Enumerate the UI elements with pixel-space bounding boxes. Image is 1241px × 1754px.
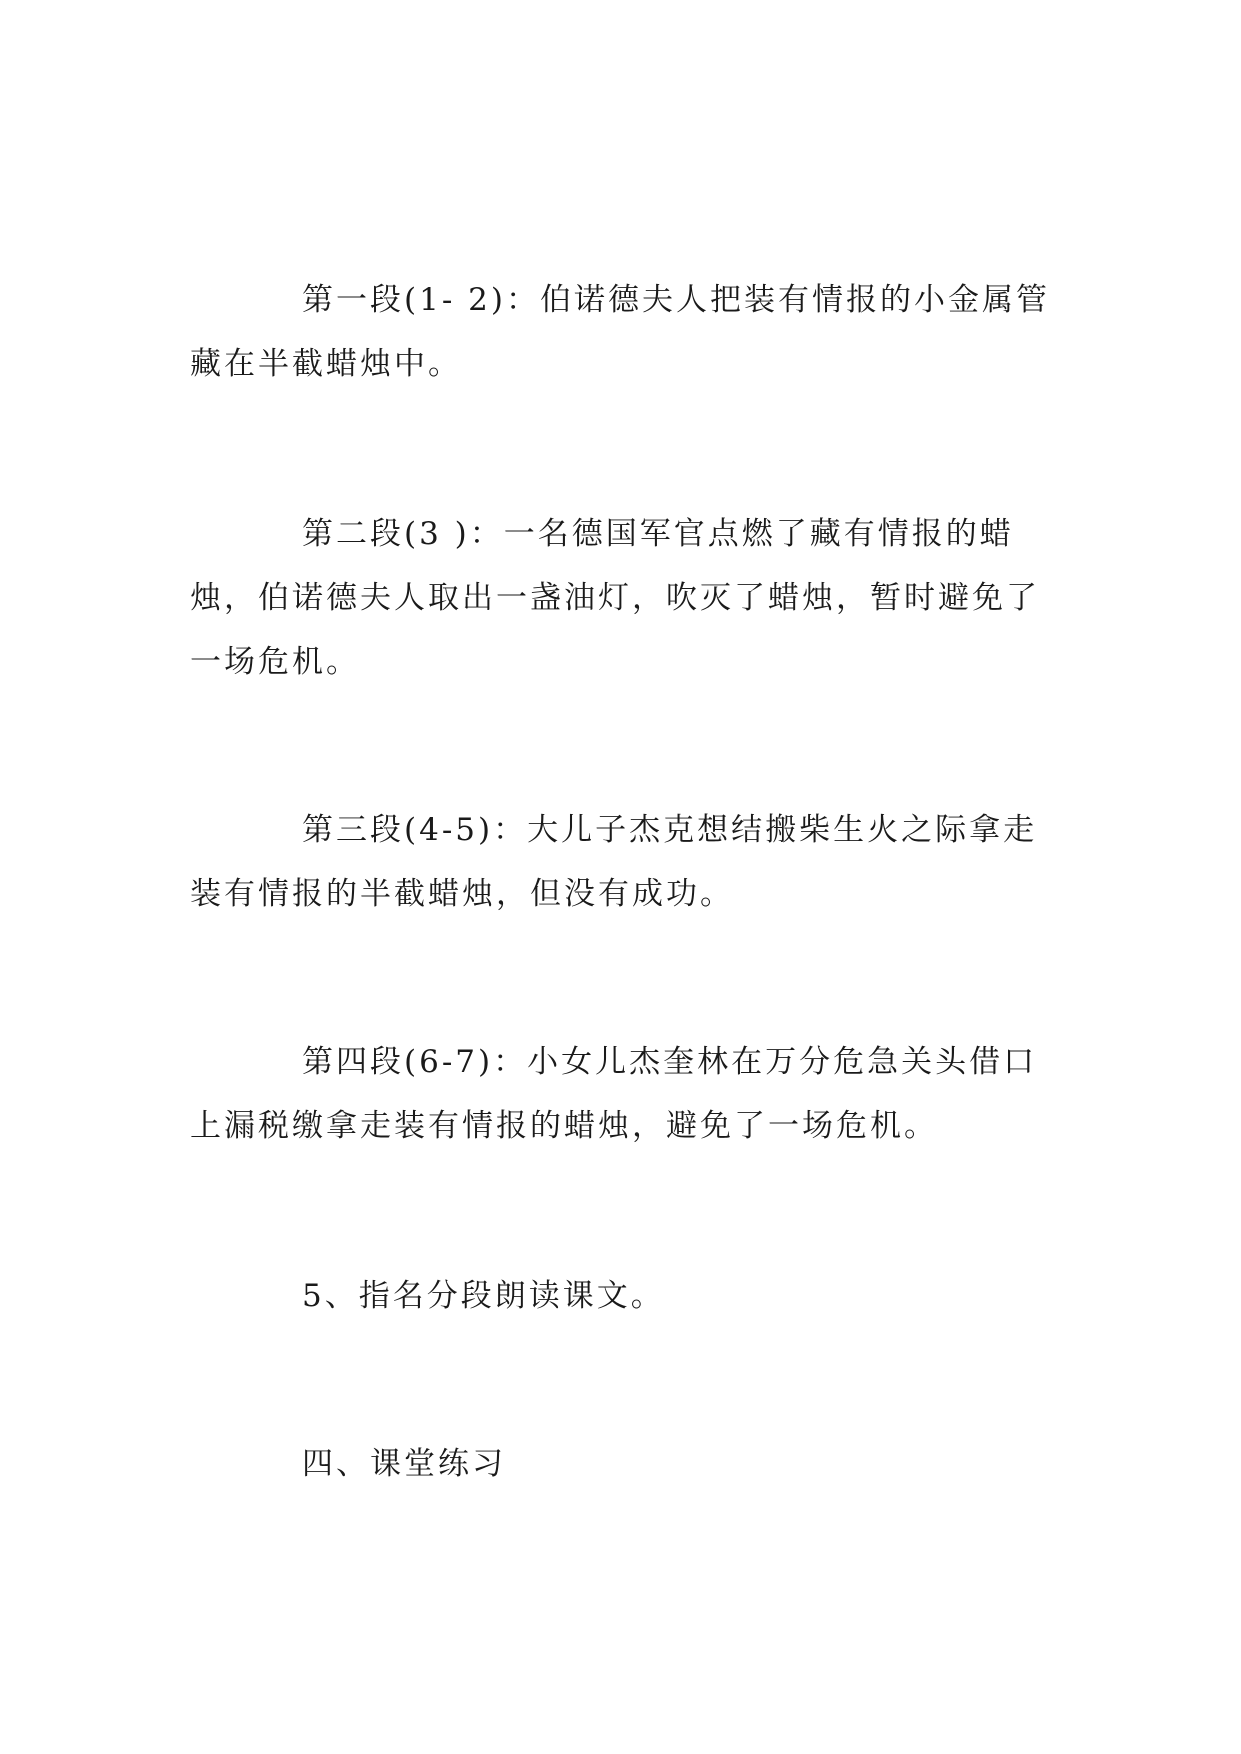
paragraph-step-five: 5、指名分段朗读课文。 <box>302 1278 665 1314</box>
paragraph-section-two: 第二段(3 )：一名德国军官点燃了藏有情报的蜡烛，伯诺德夫人取出一盏油灯，吹灭了蜡烛，暂时避免了一场危机。 <box>190 516 1040 680</box>
paragraph-section-three: 第三段(4-5)：大儿子杰克想结搬柴生火之际拿走装有情报的半截蜡烛，但没有成功。 <box>190 812 1038 912</box>
heading-classroom-practice: 四、课堂练习 <box>302 1446 506 1482</box>
paragraph-section-four: 第四段(6-7)：小女儿杰奎林在万分危急关头借口上漏税缴拿走装有情报的蜡烛，避免了一场危机。 <box>190 1044 1038 1144</box>
paragraph-section-one: 第一段(1- 2)：伯诺德夫人把装有情报的小金属管藏在半截蜡烛中。 <box>190 282 1050 382</box>
